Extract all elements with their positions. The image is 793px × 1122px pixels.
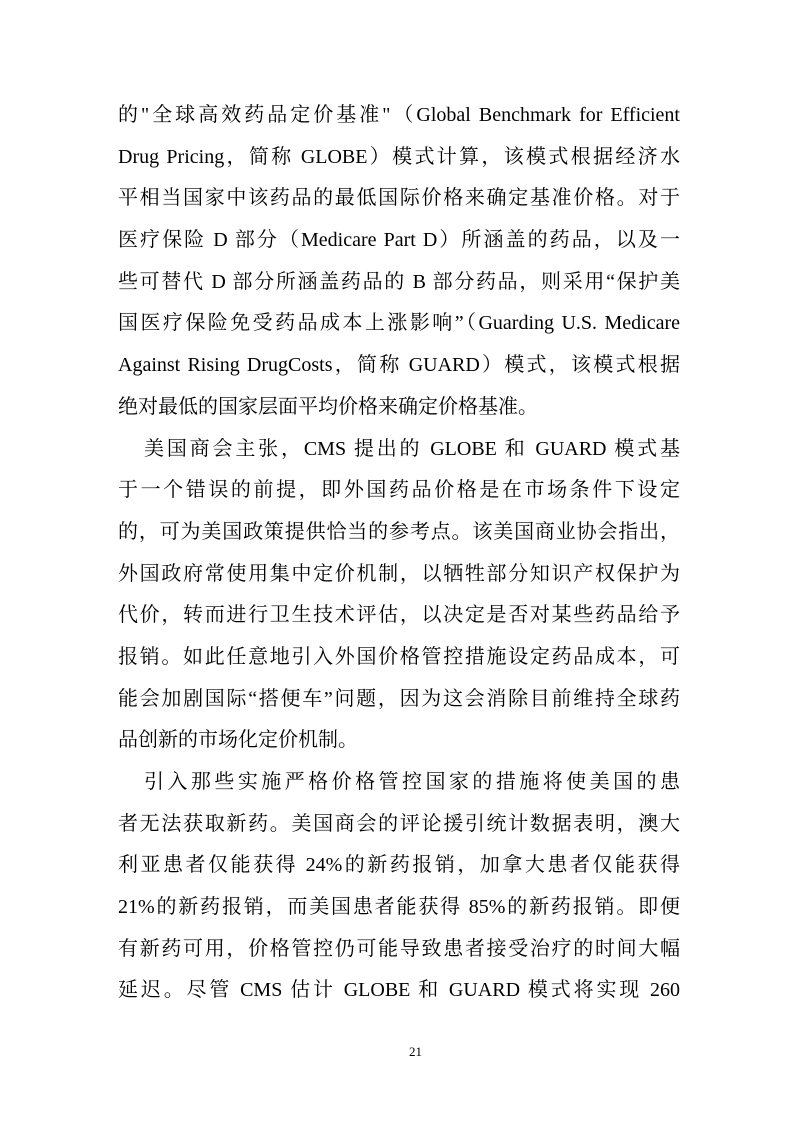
text-line: 能会加剧国际“搭便车”问题，因为这会消除目前维持全球药 xyxy=(118,687,680,710)
text-line: 些可替代 D 部分所涵盖药品的 B 部分药品，则采用“保护美 xyxy=(118,270,680,293)
text-line: 的"全球高效药品定价基准"（Global Benchmark for Efficient xyxy=(118,104,680,126)
text-line: 医疗保险 D 部分（Medicare Part D）所涵盖的药品，以及一 xyxy=(118,229,680,252)
body-text xyxy=(118,95,680,1012)
text-line: 利亚患者仅能获得 24%的新药报销，加拿大患者仅能获得 xyxy=(118,854,680,877)
text-line: 者无法获取新药。美国商会的评论援引统计数据表明，澳大 xyxy=(118,812,680,835)
text-line: 的，可为美国政策提供恰当的参考点。该美国商业协会指出， xyxy=(118,520,680,543)
text-line: Against Rising DrugCosts，简称 GUARD）模式，该模式根据 xyxy=(118,354,680,377)
text-line: 绝对最低的国家层面平均价格来确定价格基准。 xyxy=(118,395,538,418)
text-line: 有新药可用，价格管控仍可能导致患者接受治疗的时间大幅 xyxy=(118,937,680,960)
text-line: 国医疗保险免受药品成本上涨影响”（Guarding U.S. Medicare xyxy=(118,312,680,335)
text-line: Drug Pricing，简称 GLOBE）模式计算，该模式根据经济水 xyxy=(118,145,680,168)
text-line: 引入那些实施严格价格管控国家的措施将使美国的患 xyxy=(144,771,680,793)
text-line: 报销。如此任意地引入外国价格管控措施设定药品成本，可 xyxy=(118,645,680,668)
text-line: 延迟。尽管 CMS 估计 GLOBE 和 GUARD 模式将实现 260 xyxy=(118,979,680,1002)
text-line: 品创新的市场化定价机制。 xyxy=(118,729,358,752)
text-line: 美国商会主张，CMS 提出的 GLOBE 和 GUARD 模式基 xyxy=(144,437,680,460)
text-line: 于一个错误的前提，即外国药品价格是在市场条件下设定 xyxy=(118,479,680,502)
text-line: 平相当国家中该药品的最低国际价格来确定基准价格。对于 xyxy=(118,187,680,210)
text-line: 外国政府常使用集中定价机制，以牺牲部分知识产权保护为 xyxy=(118,562,680,585)
page-number: 21 xyxy=(409,1044,422,1059)
text-line: 代价，转而进行卫生技术评估，以决定是否对某些药品给予 xyxy=(118,604,680,627)
text-line: 21%的新药报销，而美国患者能获得 85%的新药报销。即便 xyxy=(118,896,680,919)
